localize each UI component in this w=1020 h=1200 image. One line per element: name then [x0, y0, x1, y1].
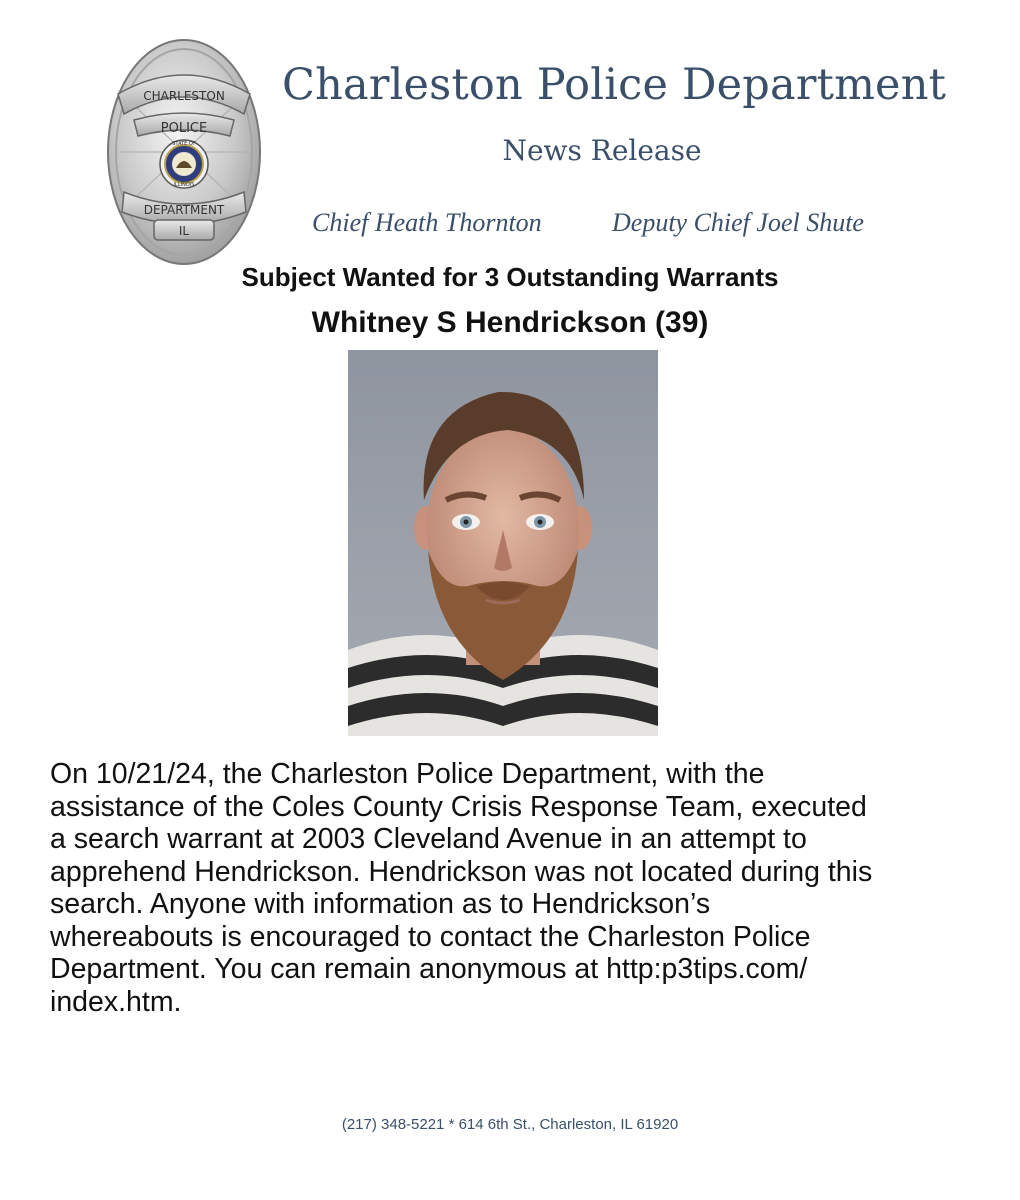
badge-line2: POLICE — [160, 121, 208, 136]
footer-contact: (217) 348-5221 * 614 6th St., Charleston, IL 61920 — [341, 1116, 679, 1133]
body-line: a search warrant at 2003 Cleveland Avenue in an attempt to — [50, 823, 807, 855]
mugshot-photo — [348, 350, 658, 736]
body-line: assistance of the Coles County Crisis Response Team, executed — [50, 790, 867, 823]
body-line: Department. You can remain anonymous at http:p3tips.com/ — [50, 953, 808, 985]
body-line: apprehend Hendrickson. Hendrickson was not located during this — [50, 855, 873, 888]
subject-name: Whitney S Hendrickson (39) — [311, 306, 709, 339]
badge-line4: IL — [178, 224, 190, 238]
body-line: On 10/21/24, the Charleston Police Department, with the — [50, 758, 765, 790]
department-title: Charleston Police Department — [282, 60, 947, 110]
release-type: News Release — [502, 134, 702, 167]
body-line: search. Anyone with information as to Hendrickson’s — [50, 888, 711, 920]
body-line: whereabouts is encouraged to contact the Charleston Police — [50, 920, 811, 953]
badge-line1: CHARLESTON — [143, 89, 225, 103]
subject-headline: Subject Wanted for 3 Outstanding Warrants — [241, 262, 779, 292]
body-line: index.htm. — [50, 985, 182, 1018]
police-badge-icon — [104, 36, 264, 268]
deputy-chief-name: Deputy Chief Joel Shute — [612, 208, 864, 237]
chief-name: Chief Heath Thornton — [312, 208, 542, 237]
badge-seal-top: STATE OF — [172, 141, 196, 147]
badge-seal-bottom: ILLINOIS — [173, 182, 195, 188]
release-body — [50, 758, 980, 1018]
badge-line3: DEPARTMENT — [143, 203, 225, 217]
